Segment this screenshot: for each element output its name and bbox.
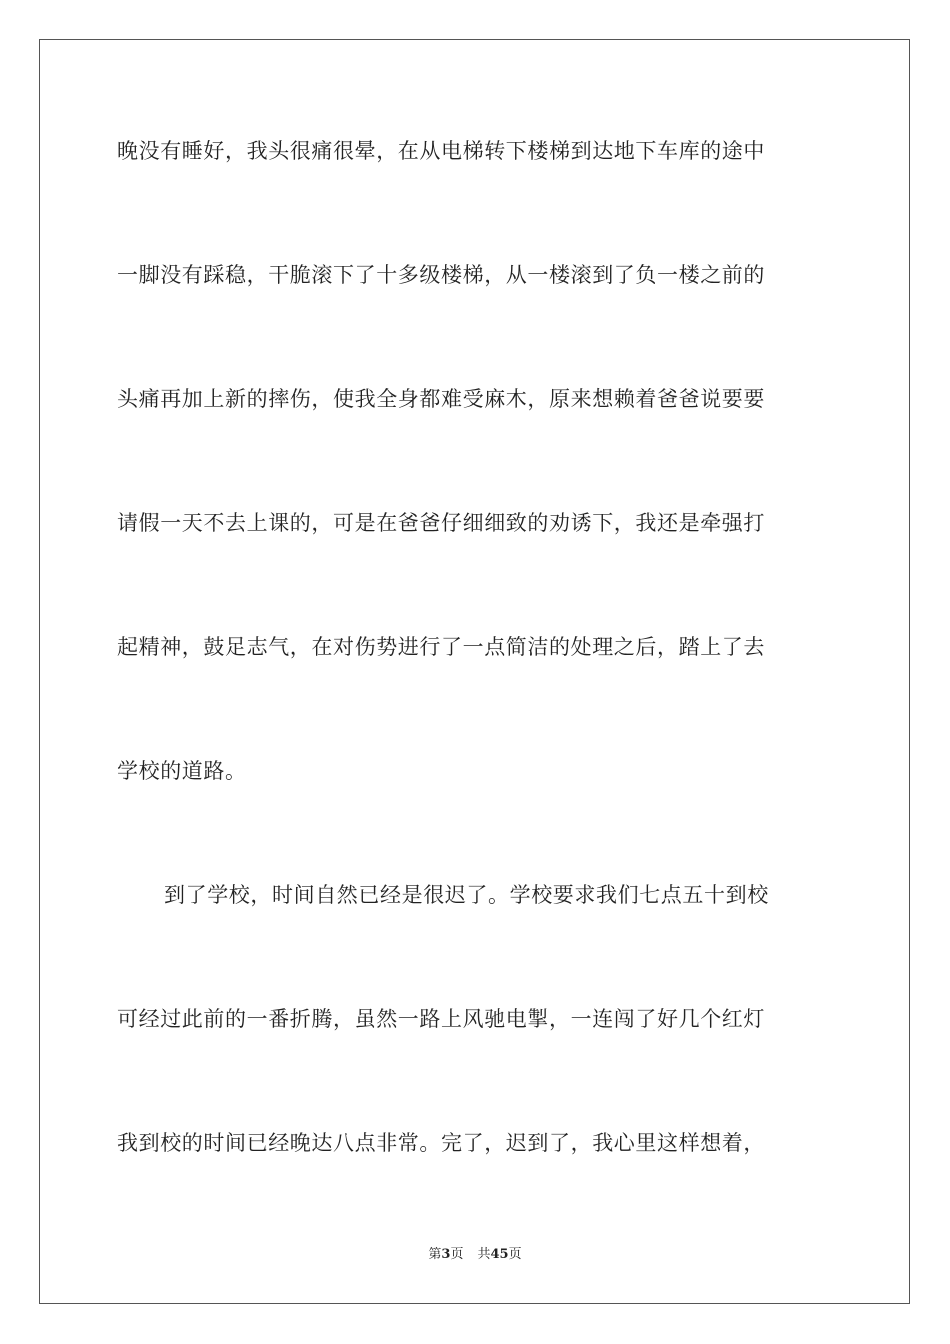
text-line-3: 头痛再加上新的摔伤，使我全身都难受麻木，原来想赖着爸爸说要要 — [117, 387, 765, 411]
text-line-5: 起精神，鼓足志气，在对伤势进行了一点简洁的处理之后，踏上了去 — [117, 635, 765, 659]
total-pages: 45 — [490, 1247, 509, 1262]
page-prefix: 第 — [428, 1247, 442, 1262]
page-footer — [0, 1246, 950, 1264]
text-line-8: 可经过此前的一番折腾，虽然一路上风驰电掣，一连闯了好几个红灯 — [117, 1007, 765, 1031]
text-line-7-paragraph-start: 到了学校，时间自然已经是很迟了。学校要求我们七点五十到校 — [164, 883, 769, 907]
text-line-2: 一脚没有踩稳，干脆滚下了十多级楼梯，从一楼滚到了负一楼之前的 — [117, 263, 765, 287]
text-line-9: 我到校的时间已经晚达八点非常。完了，迟到了，我心里这样想着， — [117, 1131, 765, 1155]
total-suffix: 页 — [508, 1247, 522, 1262]
text-line-1: 晚没有睡好，我头很痛很晕，在从电梯转下楼梯到达地下车库的途中 — [117, 139, 765, 163]
text-line-4: 请假一天不去上课的，可是在爸爸仔细细致的劝诱下，我还是牵强打 — [117, 511, 765, 535]
page-border — [39, 39, 910, 1304]
text-line-6: 学校的道路。 — [117, 759, 247, 783]
total-prefix: 共 — [477, 1247, 491, 1262]
page-number: 3 — [441, 1247, 451, 1262]
page-suffix: 页 — [450, 1247, 464, 1262]
